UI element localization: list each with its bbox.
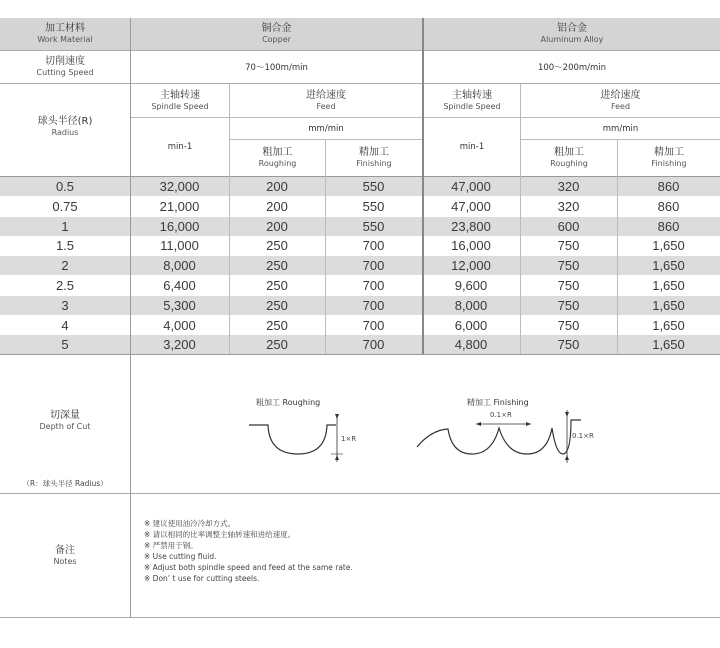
aluminum-label-en: Aluminum Alloy <box>540 35 604 44</box>
value-cell: 6,400 <box>163 277 196 293</box>
value-cell: 860 <box>657 198 680 214</box>
value-cell: 1,650 <box>652 337 685 353</box>
material-header <box>0 18 130 50</box>
value-cell: 550 <box>362 179 385 194</box>
value-cell: 750 <box>557 258 580 274</box>
value-cell: 700 <box>362 258 385 274</box>
cutting-speed-zh: 切削速度 <box>45 56 85 67</box>
aluminum-spindle-header <box>424 84 520 117</box>
table-row <box>0 316 720 335</box>
value-cell: 32,000 <box>159 179 200 194</box>
table-row <box>0 236 720 255</box>
value-cell: 200 <box>266 179 288 194</box>
radius-cell: 4 <box>61 317 69 333</box>
radius-header <box>0 84 130 176</box>
value-cell: 200 <box>266 198 288 214</box>
roughing-label-zh: 粗加工 <box>554 147 584 158</box>
depth-label-cell <box>0 355 130 492</box>
spindle-label-zh: 主轴转速 <box>452 89 492 101</box>
value-cell: 6,000 <box>454 317 488 333</box>
radius-note: （R：球头半径 Radius） <box>22 479 108 488</box>
value-cell: 1,650 <box>652 258 685 274</box>
feed-label-en: Feed <box>316 101 336 111</box>
value-cell: 1,650 <box>652 297 685 313</box>
value-cell: 1,650 <box>652 317 685 333</box>
value-cell: 1,650 <box>652 238 685 254</box>
aluminum-feed-unit: mm/min <box>602 123 639 134</box>
value-cell: 250 <box>266 317 288 333</box>
value-cell: 23,800 <box>451 218 491 234</box>
spindle-label-zh: 主轴转速 <box>160 89 200 101</box>
copper-spindle-header <box>131 84 229 117</box>
note-line: ※ 严禁用于钢。 <box>144 541 198 550</box>
value-cell: 11,000 <box>160 238 199 254</box>
spindle-label-en: Spindle Speed <box>443 101 501 111</box>
aluminum-label-zh: 铝合金 <box>557 23 587 34</box>
roughing-caption: 粗加工 Roughing <box>256 398 321 407</box>
value-cell: 3,200 <box>163 337 196 353</box>
value-cell: 750 <box>557 297 580 313</box>
value-cell: 1,650 <box>652 277 685 293</box>
value-cell: 550 <box>362 218 385 234</box>
value-cell: 700 <box>362 238 385 254</box>
notes-list <box>144 518 704 584</box>
value-cell: 700 <box>362 337 385 353</box>
aluminum-feed-header <box>521 84 720 117</box>
value-cell: 700 <box>362 277 385 293</box>
cutting-speed-en: Cutting Speed <box>36 68 94 77</box>
radius-cell: 2 <box>61 258 69 274</box>
radius-cell: 2.5 <box>55 277 75 293</box>
aluminum-spindle-unit: min-1 <box>459 142 485 152</box>
note-line: ※ 请以相同的比率调整主轴转速和进给速度。 <box>144 530 296 539</box>
copper-cutting-speed: 70～100m/min <box>245 63 308 73</box>
notes-label-cell <box>0 494 130 617</box>
value-cell: 9,600 <box>454 277 488 293</box>
depth-label-en: Depth of Cut <box>39 422 91 431</box>
value-cell: 320 <box>557 198 580 214</box>
value-cell: 860 <box>657 179 680 194</box>
value-cell: 200 <box>266 218 288 234</box>
value-cell: 47,000 <box>451 198 491 214</box>
spindle-label-en: Spindle Speed <box>151 101 209 111</box>
value-cell: 4,800 <box>454 337 488 353</box>
note-line: ※ Adjust both spindle speed and feed at the same rate. <box>144 563 353 572</box>
radius-cell: 0.75 <box>52 198 78 214</box>
value-cell: 250 <box>266 238 288 254</box>
table-row <box>0 256 720 275</box>
roughing-profile <box>249 425 336 454</box>
material-label-zh: 加工材料 <box>45 23 85 34</box>
copper-finishing-header <box>326 140 422 176</box>
value-cell: 47,000 <box>451 179 491 194</box>
value-cell: 8,000 <box>163 258 196 274</box>
copper-header <box>131 18 422 50</box>
value-cell: 4,000 <box>163 317 196 333</box>
note-line: ※ Use cutting fluid. <box>144 552 217 561</box>
copper-feed-unit: mm/min <box>308 123 344 134</box>
value-cell: 250 <box>266 277 288 293</box>
radius-label-zh: 球头半径(R) <box>37 116 93 127</box>
finishing-label-zh: 精加工 <box>359 147 389 158</box>
aluminum-header <box>424 18 720 50</box>
finishing-caption: 精加工 Finishing <box>467 398 529 407</box>
data-table-body <box>0 177 720 355</box>
value-cell: 600 <box>557 218 580 234</box>
material-label-en: Work Material <box>37 35 93 44</box>
radius-cell: 1 <box>61 218 69 234</box>
value-cell: 860 <box>657 218 680 234</box>
radius-cell: 1.5 <box>55 238 75 254</box>
finishing-dim-label: 0.1×R <box>572 432 594 440</box>
depth-label-zh: 切深量 <box>50 410 80 421</box>
value-cell: 700 <box>362 297 385 313</box>
table-row <box>0 177 720 196</box>
feed-label-zh: 进给速度 <box>600 89 641 101</box>
finishing-profile <box>417 420 581 454</box>
radius-label-en: Radius <box>51 128 79 137</box>
value-cell: 750 <box>557 337 580 353</box>
aluminum-finishing-header <box>618 140 720 176</box>
copper-label-en: Copper <box>262 35 291 44</box>
feed-label-zh: 进给速度 <box>306 89 346 101</box>
notes-label-zh: 备注 <box>55 544 75 556</box>
value-cell: 8,000 <box>454 297 488 313</box>
copper-spindle-unit: min-1 <box>167 142 193 152</box>
roughing-label-en: Roughing <box>550 159 588 168</box>
copper-feed-header <box>230 84 422 117</box>
table-row <box>0 276 720 295</box>
value-cell: 21,000 <box>159 198 200 214</box>
value-cell: 750 <box>557 317 580 333</box>
note-line: ※ Don’ t use for cutting steels. <box>144 574 260 583</box>
finishing-label-zh: 精加工 <box>654 147 684 158</box>
note-line: ※ 建议使用油冷冷却方式。 <box>144 519 236 528</box>
value-cell: 12,000 <box>451 258 491 274</box>
value-cell: 550 <box>362 198 385 214</box>
table-row <box>0 197 720 216</box>
pitch-dim-label: 0.1×R <box>490 411 512 419</box>
value-cell: 250 <box>266 297 288 313</box>
depth-of-cut-diagram <box>131 355 720 492</box>
finishing-label-en: Finishing <box>651 159 687 168</box>
copper-label-zh: 铜合金 <box>261 23 292 34</box>
radius-cell: 5 <box>61 337 69 353</box>
roughing-dim-label: 1×R <box>341 435 357 443</box>
cutting-speed-label <box>0 51 130 83</box>
table-row <box>0 217 720 236</box>
roughing-label-zh: 粗加工 <box>262 147 293 158</box>
value-cell: 320 <box>557 179 580 194</box>
roughing-label-en: Roughing <box>258 159 297 168</box>
value-cell: 750 <box>557 277 580 293</box>
value-cell: 5,300 <box>163 297 196 313</box>
aluminum-roughing-header <box>521 140 617 176</box>
feed-label-en: Feed <box>610 101 631 111</box>
table-row <box>0 335 720 354</box>
value-cell: 250 <box>266 337 288 353</box>
notes-label-en: Notes <box>53 556 77 566</box>
value-cell: 250 <box>266 258 288 274</box>
depth-diagram-area <box>131 355 720 492</box>
value-cell: 16,000 <box>159 218 200 234</box>
radius-cell: 3 <box>61 297 69 313</box>
value-cell: 16,000 <box>451 238 491 254</box>
radius-cell: 0.5 <box>55 179 75 194</box>
table-row <box>0 296 720 315</box>
value-cell: 700 <box>362 317 385 333</box>
finishing-label-en: Finishing <box>356 159 392 168</box>
value-cell: 750 <box>557 238 580 254</box>
aluminum-cutting-speed: 100～200m/min <box>537 63 607 73</box>
copper-roughing-header <box>230 140 325 176</box>
